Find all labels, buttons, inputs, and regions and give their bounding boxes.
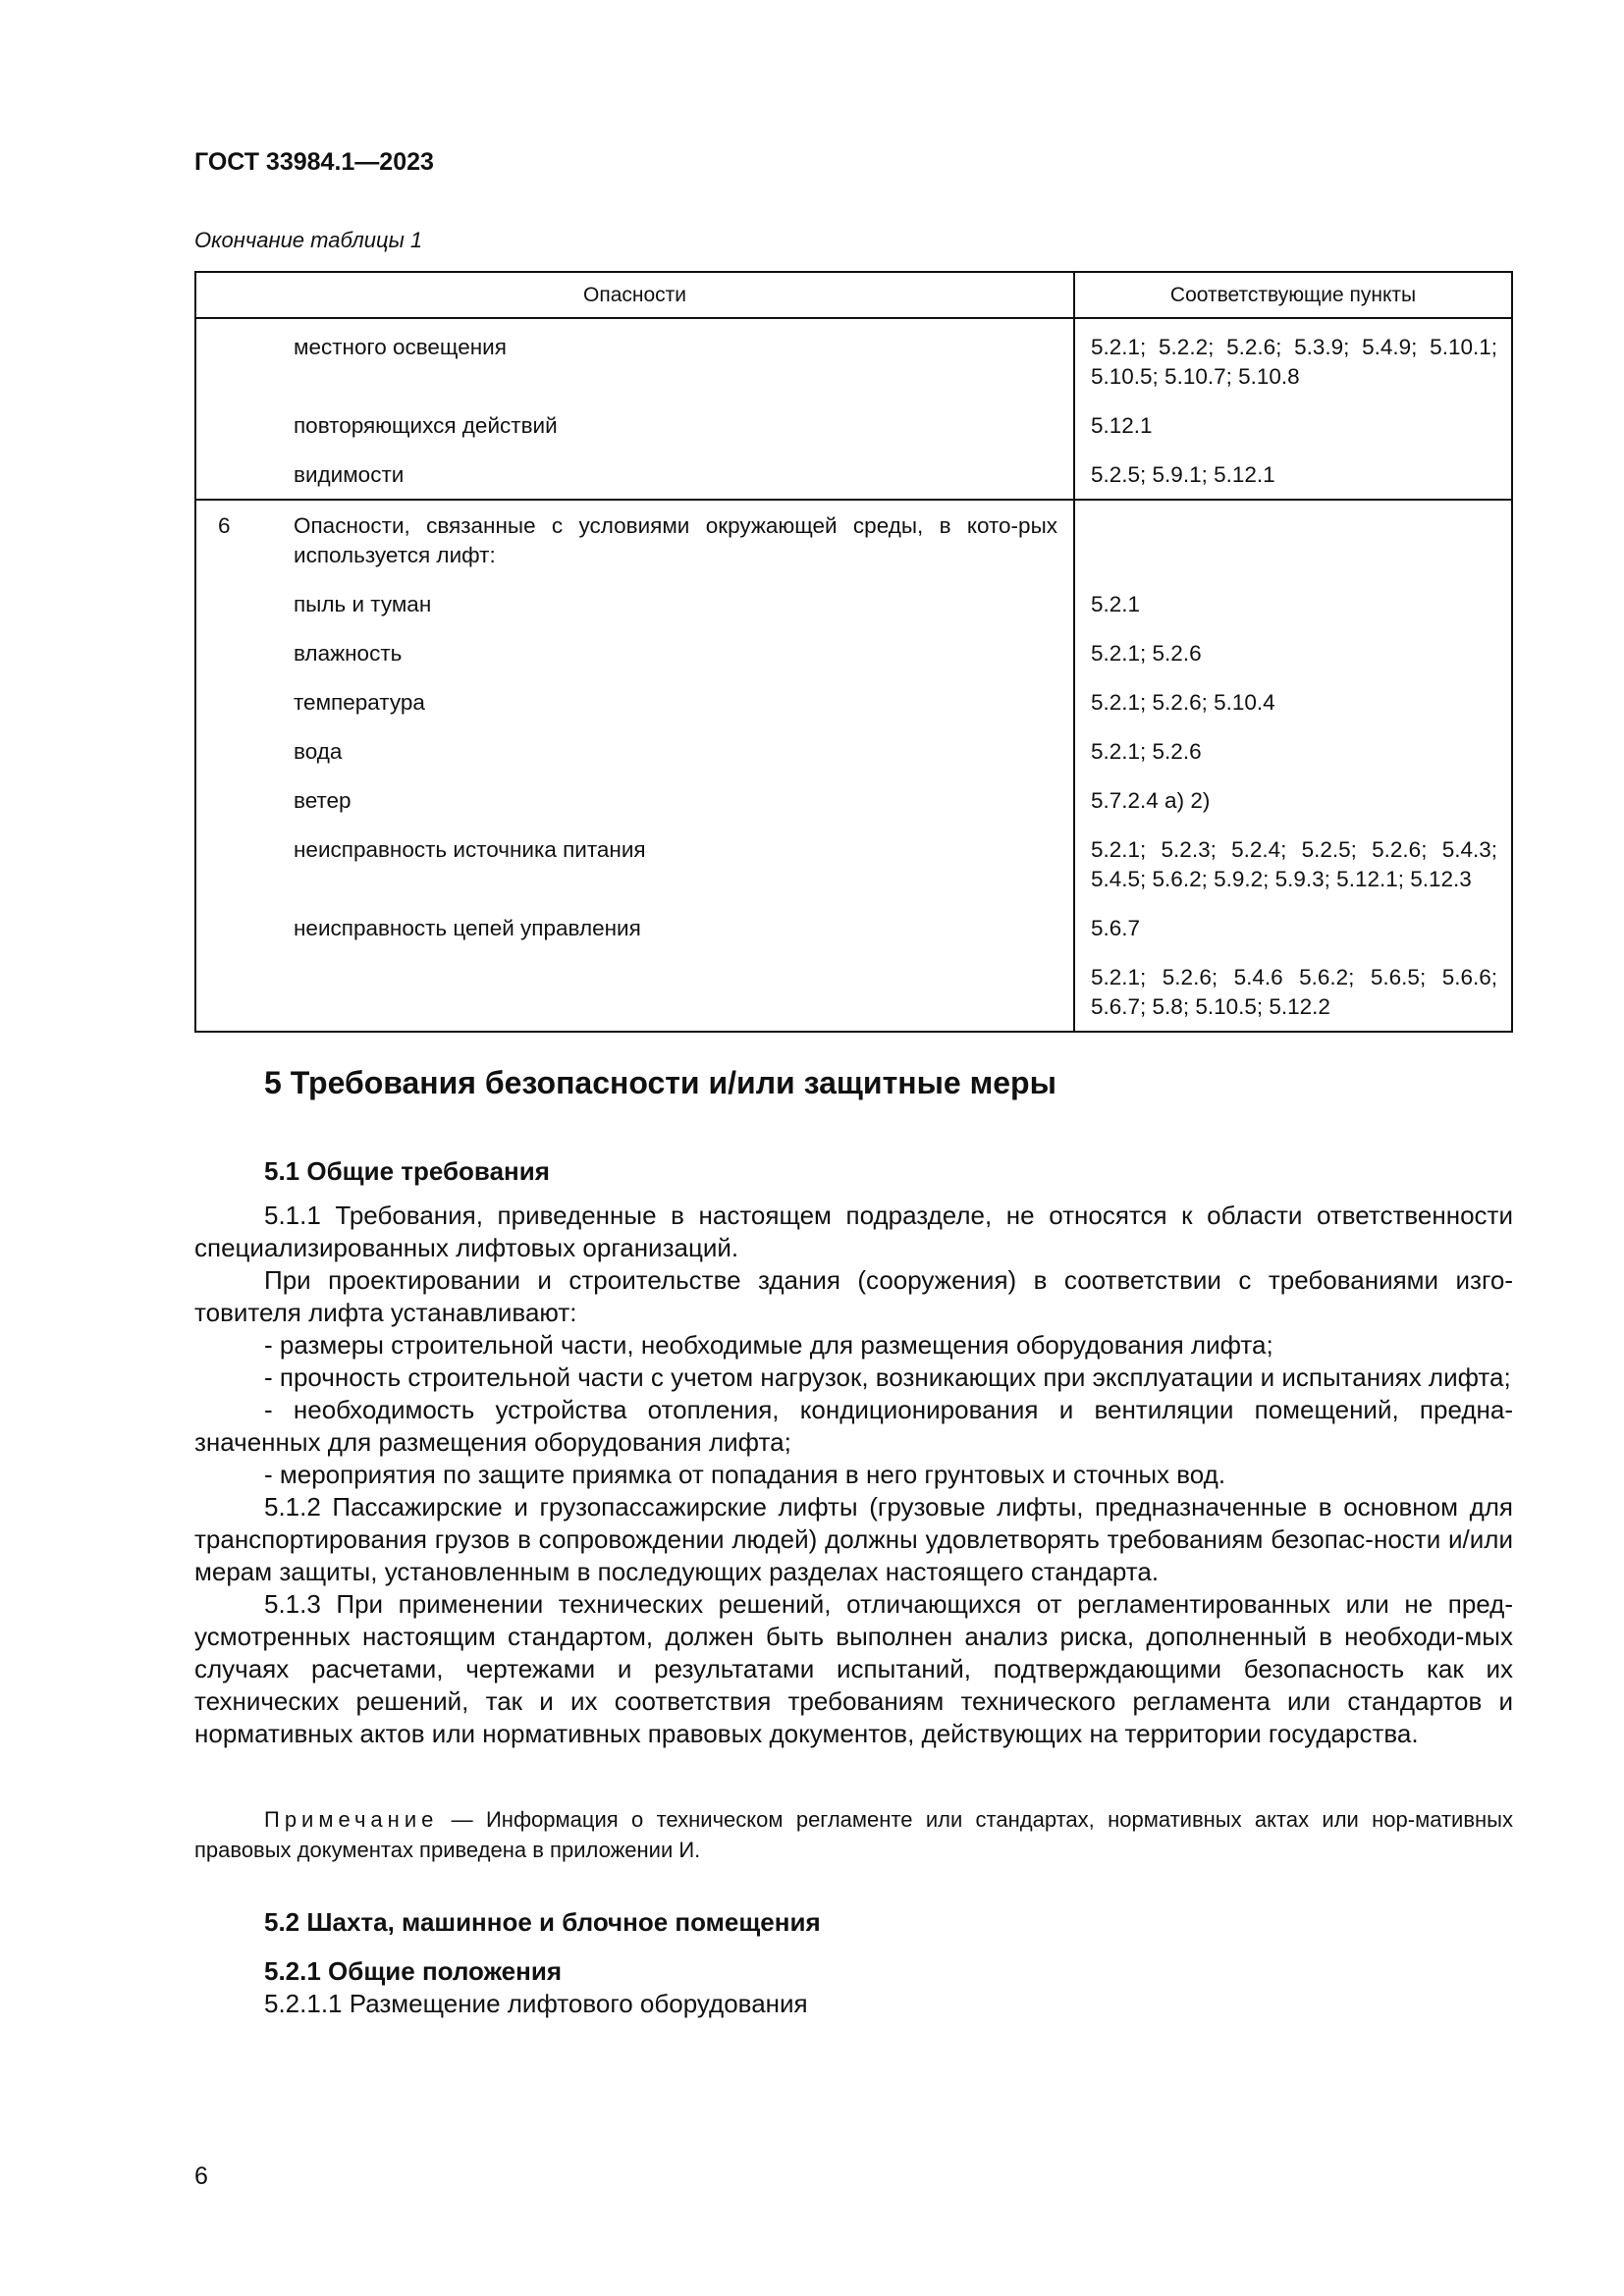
- points-cell: 5.2.1; 5.2.3; 5.2.4; 5.2.5; 5.2.6; 5.4.3; 5.4.5; 5.6.2; 5.9.2; 5.9.3; 5.12.1; 5.12.3: [1091, 837, 1497, 891]
- points-cell: 5.6.7: [1091, 916, 1141, 940]
- list-item: - размеры строительной части, необходимые для размещения оборудования лифта;: [264, 1330, 1273, 1360]
- group-title: Опасности, связанные с условиями окружающей среды, в кото-рых используется лифт:: [279, 500, 1074, 579]
- table-row: [195, 677, 1512, 726]
- hazard-cell: повторяющихся действий: [279, 400, 1074, 450]
- hazard-cell: пыль и туман: [279, 579, 1074, 628]
- column-header-hazards: Опасности: [195, 272, 1074, 318]
- hazard-cell: [279, 952, 1074, 1032]
- table-caption: Окончание таблицы 1: [194, 228, 423, 252]
- table-row: [195, 825, 1512, 903]
- list-item: - прочность строительной части с учетом нагрузок, возникающих при эксплуатации и испытаниях лифта;: [264, 1362, 1511, 1392]
- page-number: 6: [194, 2163, 208, 2190]
- points-cell: 5.2.1: [1091, 592, 1141, 616]
- subsection-5-2-title: 5.2 Шахта, машинное и блочное помещения: [264, 1907, 821, 1937]
- hazard-cell: ветер: [279, 775, 1074, 825]
- list-item: - необходимость устройства отопления, кондиционирования и вентиляции помещений, предна-значенных для размещения оборудования лифта;: [194, 1395, 1513, 1457]
- column-header-points: Соответствующие пункты: [1074, 272, 1512, 318]
- table-header-row: [195, 272, 1512, 318]
- section-5-1-body: [194, 1200, 1513, 1750]
- points-cell: 5.2.1; 5.2.6: [1091, 641, 1202, 666]
- hazard-cell: неисправность источника питания: [279, 825, 1074, 903]
- points-cell: 5.2.5; 5.9.1; 5.12.1: [1091, 462, 1275, 487]
- table-row: [195, 628, 1512, 677]
- hazard-cell: влажность: [279, 628, 1074, 677]
- group-number: 6: [195, 500, 279, 579]
- standard-code: ГОСТ 33984.1—2023: [194, 148, 434, 176]
- table-group-row: [195, 500, 1512, 579]
- table-row: [195, 726, 1512, 775]
- hazard-cell: температура: [279, 677, 1074, 726]
- subsection-5-1-title: 5.1 Общие требования: [264, 1156, 550, 1186]
- clause-5-2-1-1: 5.2.1.1 Размещение лифтового оборудования: [264, 1989, 808, 2018]
- paragraph: При проектировании и строительстве здания (сооружения) в соответствии с требованиями изго-товителя лифта устанавливают:: [194, 1265, 1513, 1327]
- points-cell: 5.2.1; 5.2.2; 5.2.6; 5.3.9; 5.4.9; 5.10.1; 5.10.5; 5.10.7; 5.10.8: [1091, 335, 1497, 389]
- note: [194, 1804, 1513, 1865]
- note-label: Примечание: [264, 1807, 439, 1832]
- table-row: [195, 450, 1512, 500]
- points-cell: 5.2.1; 5.2.6; 5.4.6 5.6.2; 5.6.5; 5.6.6; 5.6.7; 5.8; 5.10.5; 5.12.2: [1091, 965, 1497, 1019]
- table-row: [195, 400, 1512, 450]
- table-row: [195, 775, 1512, 825]
- subsection-5-2-1-title: 5.2.1 Общие положения: [264, 1956, 562, 1986]
- hazard-cell: видимости: [279, 450, 1074, 500]
- table-row: [195, 318, 1512, 400]
- note-text: — Информация о техническом регламенте или стандартах, нормативных актах или нор-мативных правовых документах приведена в приложении И.: [194, 1807, 1513, 1862]
- table-row: [195, 903, 1512, 952]
- points-cell: 5.7.2.4 а) 2): [1091, 788, 1211, 813]
- hazard-cell: неисправность цепей управления: [279, 903, 1074, 952]
- paragraph: 5.1.2 Пассажирские и грузопассажирские лифты (грузовые лифты, предназначенные в основном для транспортирования грузов в сопровождении людей) должны удовлетворять требованиям безопас-ности и/или мерам защиты, установленным в последующих разделах настоящего стандарта.: [194, 1492, 1513, 1586]
- table-row: [195, 952, 1512, 1032]
- hazard-cell: вода: [279, 726, 1074, 775]
- points-cell: 5.2.1; 5.2.6: [1091, 739, 1202, 764]
- points-cell: 5.2.1; 5.2.6; 5.10.4: [1091, 690, 1275, 715]
- paragraph: 5.1.3 При применении технических решений, отличающихся от регламентированных или не пред-усмотренных настоящим стандартом, должен быть выполнен анализ риска, дополненный в необходи-мых случаях расчетами, чертежами и результатами испытаний, подтверждающими безопасность как их технических решений, так и их соответствия требованиям технического регламента или стандартов и нормативных актов или нормативных правовых документов, действующих на территории государства.: [194, 1589, 1513, 1748]
- section-5-title: 5 Требования безопасности и/или защитные меры: [264, 1065, 1056, 1100]
- hazards-table: [194, 271, 1513, 1033]
- list-item: - мероприятия по защите приямка от попадания в него грунтовых и сточных вод.: [264, 1460, 1226, 1489]
- hazard-cell: местного освещения: [279, 318, 1074, 400]
- points-cell: 5.12.1: [1091, 413, 1153, 438]
- paragraph: 5.1.1 Требования, приведенные в настоящем подразделе, не относятся к области ответственности специализированных лифтовых организаций.: [194, 1201, 1513, 1262]
- table-row: [195, 579, 1512, 628]
